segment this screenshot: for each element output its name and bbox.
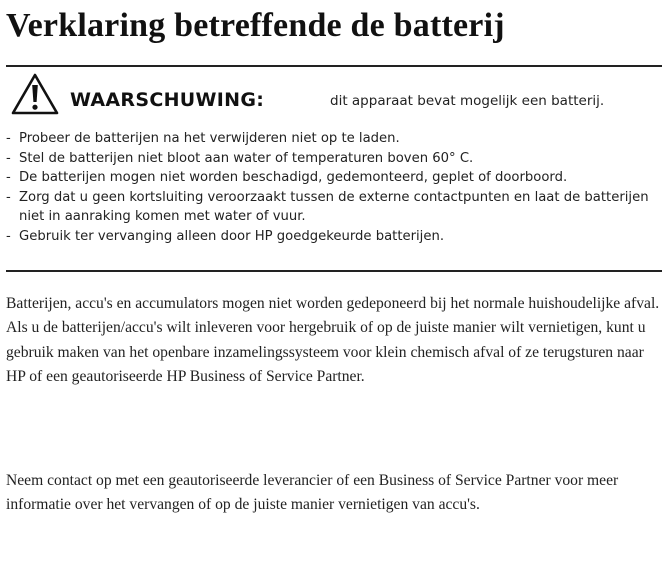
list-item xyxy=(6,227,662,247)
disposal-paragraph: Batterijen, accu's en accumulators mogen niet worden gedeponeerd bij het normale huishoudelijke afval. Als u de batterijen/accu's wilt inleveren voor hergebruik of op de juiste manier wilt vernietigen, kunt u gebruik maken van het openbare inzamelingssysteem voor klein chemisch afval of ze terugsturen naar HP of een geautoriseerde HP Business of Service Partner. xyxy=(6,295,660,386)
list-item xyxy=(6,129,662,149)
contact-paragraph: Neem contact op met een geautoriseerde leverancier of een Business of Service Partner voor meer informatie over het vervangen of op de juiste manier vernietigen van accu's. xyxy=(6,472,619,514)
top-divider xyxy=(6,65,662,67)
list-item-text: De batterijen mogen niet worden beschadigd, gedemonteerd, geplet of doorboord. xyxy=(19,170,568,185)
list-dash: - xyxy=(6,131,11,146)
warning-triangle-icon xyxy=(10,72,60,116)
warning-label: WAARSCHUWING: xyxy=(70,89,265,111)
list-item xyxy=(6,149,662,169)
list-dash: - xyxy=(6,170,11,185)
list-item xyxy=(6,188,662,227)
list-item-text: Probeer de batterijen na het verwijderen niet op te laden. xyxy=(19,131,400,146)
warning-list xyxy=(6,129,662,246)
warning-text: dit apparaat bevat mogelijk een batterij. xyxy=(330,93,605,109)
list-dash: - xyxy=(6,228,11,244)
bottom-divider xyxy=(6,270,662,272)
list-item xyxy=(6,168,662,188)
page-title: Verklaring betreffende de batterij xyxy=(6,7,505,44)
list-item-text: Gebruik ter vervanging alleen door HP goedgekeurde batterijen. xyxy=(19,228,445,244)
list-item-text: Stel de batterijen niet bloot aan water of temperaturen boven 60° C. xyxy=(19,150,474,166)
list-item-text: Zorg dat u geen kortsluiting veroorzaakt tussen de externe contactpunten en laat de batterijen niet in aanraking komen met water of vuur. xyxy=(19,189,649,224)
warning-box xyxy=(6,70,662,118)
list-dash: - xyxy=(6,150,11,166)
list-dash: - xyxy=(6,189,11,205)
